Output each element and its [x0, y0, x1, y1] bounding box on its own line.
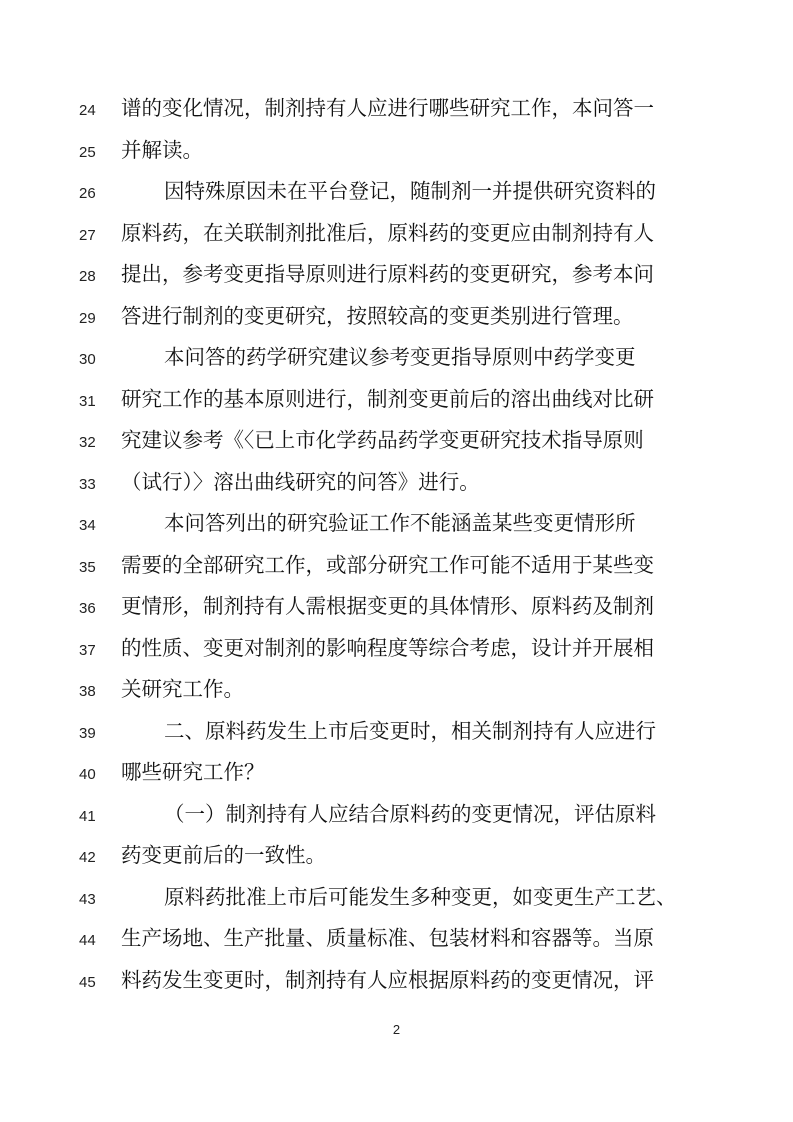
text-line	[0, 962, 793, 1003]
line-text: 的性质、变更对制剂的影响程度等综合考虑，设计并开展相	[121, 635, 654, 660]
line-number: 45	[79, 973, 96, 991]
line-text: 本问答列出的研究验证工作不能涵盖某些变更情形所	[164, 511, 636, 535]
line-number: 43	[79, 890, 96, 908]
text-line	[0, 381, 793, 422]
text-line	[0, 339, 793, 380]
line-text: 哪些研究工作？	[121, 760, 265, 784]
line-number: 26	[79, 185, 96, 202]
line-number: 44	[79, 932, 96, 949]
line-text: 答进行制剂的变更研究，按照较高的变更类别进行管理。	[121, 303, 634, 328]
line-number: 24	[79, 102, 96, 119]
line-text: 药变更前后的一致性。	[121, 843, 326, 867]
line-number: 34	[79, 517, 96, 534]
text-line	[0, 298, 793, 339]
line-text: 生产场地、生产批量、质量标准、包装材料和容器等。当原	[121, 926, 654, 950]
text-line	[0, 256, 793, 297]
line-text: 究建议参考《〈已上市化学药品药学变更研究技术指导原则	[121, 428, 644, 452]
line-text: 谱的变化情况，制剂持有人应进行哪些研究工作，本问答一	[121, 96, 654, 120]
line-number: 41	[79, 807, 96, 825]
line-text: （一）制剂持有人应结合原料药的变更情况，评估原料	[164, 801, 656, 826]
line-text: 料药发生变更时，制剂持有人应根据原料药的变更情况，评	[121, 967, 654, 992]
text-line	[0, 422, 793, 463]
text-line	[0, 754, 793, 795]
text-line	[0, 215, 793, 256]
text-line	[0, 505, 793, 546]
line-text: 更情形，制剂持有人需根据变更的具体情形、原料药及制剂	[121, 594, 654, 618]
line-text: 并解读。	[121, 137, 203, 162]
line-number: 29	[79, 309, 96, 327]
text-line	[0, 879, 793, 920]
line-number: 28	[79, 268, 96, 285]
line-number: 27	[79, 226, 96, 244]
line-number: 32	[79, 434, 96, 451]
line-number: 30	[79, 351, 96, 368]
line-number: 37	[79, 641, 96, 659]
line-number: 40	[79, 766, 96, 783]
line-number: 31	[79, 392, 96, 410]
line-text: 因特殊原因未在平台登记，随制剂一并提供研究资料的	[164, 179, 656, 203]
text-line	[0, 90, 793, 131]
line-text: 二、原料药发生上市后变更时，相关制剂持有人应进行	[164, 718, 656, 743]
line-text: 本问答的药学研究建议参考变更指导原则中药学变更	[164, 345, 636, 369]
line-number: 25	[79, 143, 96, 161]
text-line	[0, 671, 793, 712]
text-line	[0, 464, 793, 505]
page-number: 2	[392, 1022, 401, 1037]
line-text: 原料药，在关联制剂批准后，原料药的变更应由制剂持有人	[121, 220, 654, 245]
text-line	[0, 837, 793, 878]
line-text: （试行）〉溶出曲线研究的问答》进行。	[121, 469, 480, 494]
text-line	[0, 630, 793, 671]
text-line	[0, 920, 793, 961]
line-text: 研究工作的基本原则进行，制剂变更前后的溶出曲线对比研	[121, 386, 654, 411]
line-number: 33	[79, 475, 96, 493]
text-line	[0, 588, 793, 629]
line-text: 需要的全部研究工作，或部分研究工作可能不适用于某些变	[121, 552, 654, 577]
line-number: 39	[79, 724, 96, 742]
text-line	[0, 796, 793, 837]
line-number: 36	[79, 600, 96, 617]
line-text: 原料药批准上市后可能发生多种变更，如变更生产工艺、	[164, 884, 677, 909]
line-number: 42	[79, 849, 96, 866]
line-number: 38	[79, 683, 96, 700]
line-text: 关研究工作。	[121, 677, 244, 701]
text-line	[0, 713, 793, 754]
text-line	[0, 132, 793, 173]
text-line	[0, 547, 793, 588]
text-line	[0, 173, 793, 214]
line-text: 提出，参考变更指导原则进行原料药的变更研究，参考本问	[121, 262, 654, 286]
line-number: 35	[79, 558, 96, 576]
